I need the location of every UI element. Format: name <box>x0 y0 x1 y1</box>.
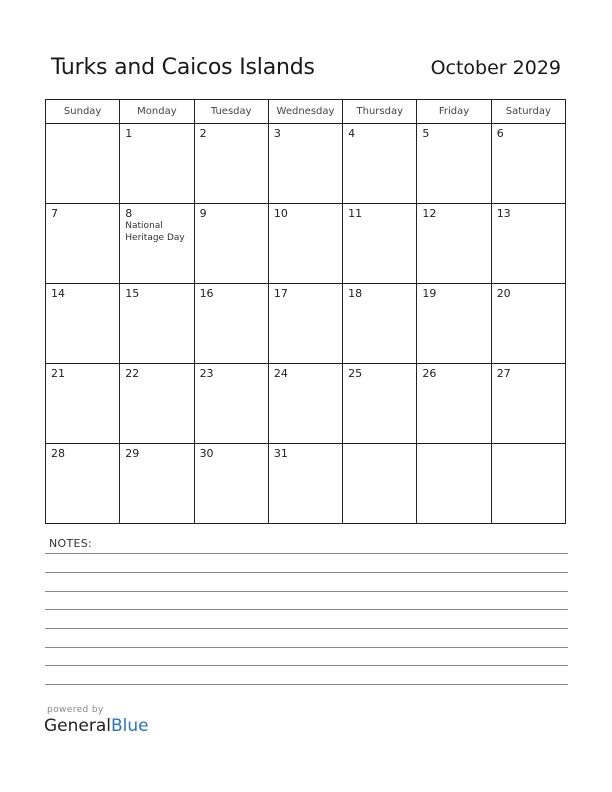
day-cell <box>194 284 268 364</box>
day-number: 16 <box>199 287 214 300</box>
day-number: 10 <box>273 207 288 220</box>
day-cell <box>46 204 120 284</box>
day-cell <box>343 364 417 444</box>
notes-line <box>45 609 568 610</box>
day-number: 13 <box>496 207 511 220</box>
weekday-friday: Friday <box>417 100 491 124</box>
logo-text-general: General <box>44 716 111 736</box>
day-cell <box>343 444 417 524</box>
day-cell <box>46 444 120 524</box>
day-number: 12 <box>422 207 437 220</box>
day-cell <box>194 364 268 444</box>
day-number: 29 <box>125 447 140 460</box>
day-cell <box>46 124 120 204</box>
day-number: 2 <box>199 127 207 140</box>
notes-line <box>45 647 568 648</box>
day-number: 20 <box>496 287 511 300</box>
day-cell <box>268 364 342 444</box>
day-cell <box>120 444 194 524</box>
weekday-saturday: Saturday <box>491 100 565 124</box>
day-cell <box>491 284 565 364</box>
day-cell <box>268 284 342 364</box>
powered-by-text: powered by <box>47 705 104 715</box>
day-number: 21 <box>51 367 65 380</box>
notes-line <box>45 684 568 685</box>
day-cell <box>417 364 491 444</box>
logo-text-blue: Blue <box>111 716 149 736</box>
day-number: 9 <box>199 207 207 220</box>
day-cell <box>417 204 491 284</box>
day-number: 19 <box>422 287 437 300</box>
day-number: 3 <box>273 127 281 140</box>
day-cell <box>46 284 120 364</box>
weekday-header-row <box>46 100 566 124</box>
day-cell <box>120 204 194 284</box>
calendar-month-title: October 2029 <box>430 57 561 79</box>
calendar-grid <box>45 99 566 524</box>
day-number: 31 <box>273 447 288 460</box>
week-row <box>46 284 566 364</box>
day-number: 28 <box>51 447 65 460</box>
day-number: 6 <box>496 127 504 140</box>
day-cell <box>491 364 565 444</box>
day-number: 15 <box>125 287 140 300</box>
weekday-thursday: Thursday <box>343 100 417 124</box>
day-cell <box>343 284 417 364</box>
day-number: 1 <box>125 127 133 140</box>
day-number: 23 <box>199 367 214 380</box>
day-cell <box>268 124 342 204</box>
notes-label: NOTES: <box>49 537 93 550</box>
day-cell <box>417 124 491 204</box>
day-cell <box>46 364 120 444</box>
day-number: 22 <box>125 367 140 380</box>
notes-line <box>45 628 568 629</box>
day-number: 14 <box>51 287 65 300</box>
generalblue-logo[interactable] <box>44 716 149 736</box>
day-cell <box>417 284 491 364</box>
day-cell <box>194 204 268 284</box>
day-cell <box>120 284 194 364</box>
week-row <box>46 124 566 204</box>
day-cell <box>194 444 268 524</box>
weekday-tuesday: Tuesday <box>194 100 268 124</box>
day-number: 25 <box>348 367 363 380</box>
notes-line <box>45 665 568 666</box>
week-row <box>46 444 566 524</box>
weekday-sunday: Sunday <box>46 100 120 124</box>
day-cell <box>343 204 417 284</box>
day-cell <box>194 124 268 204</box>
day-number: 18 <box>348 287 363 300</box>
day-cell <box>268 204 342 284</box>
day-cell <box>343 124 417 204</box>
notes-line <box>45 572 568 573</box>
holiday-label: National Heritage Day <box>125 221 185 243</box>
day-number: 5 <box>422 127 430 140</box>
day-number: 11 <box>348 207 363 220</box>
week-row <box>46 204 566 284</box>
day-number: 26 <box>422 367 437 380</box>
day-cell <box>120 364 194 444</box>
calendar-country-title: Turks and Caicos Islands <box>51 55 315 80</box>
day-number: 24 <box>273 367 288 380</box>
day-cell <box>268 444 342 524</box>
day-number: 27 <box>496 367 511 380</box>
day-number: 17 <box>273 287 288 300</box>
day-cell <box>491 444 565 524</box>
weekday-monday: Monday <box>120 100 194 124</box>
weekday-wednesday: Wednesday <box>268 100 342 124</box>
day-number: 30 <box>199 447 214 460</box>
notes-line <box>45 553 568 554</box>
day-number: 8 <box>125 207 133 220</box>
day-cell <box>120 124 194 204</box>
day-cell <box>491 204 565 284</box>
notes-line <box>45 591 568 592</box>
week-row <box>46 364 566 444</box>
day-cell <box>491 124 565 204</box>
day-cell <box>417 444 491 524</box>
day-number: 4 <box>348 127 356 140</box>
day-number: 7 <box>51 207 58 220</box>
